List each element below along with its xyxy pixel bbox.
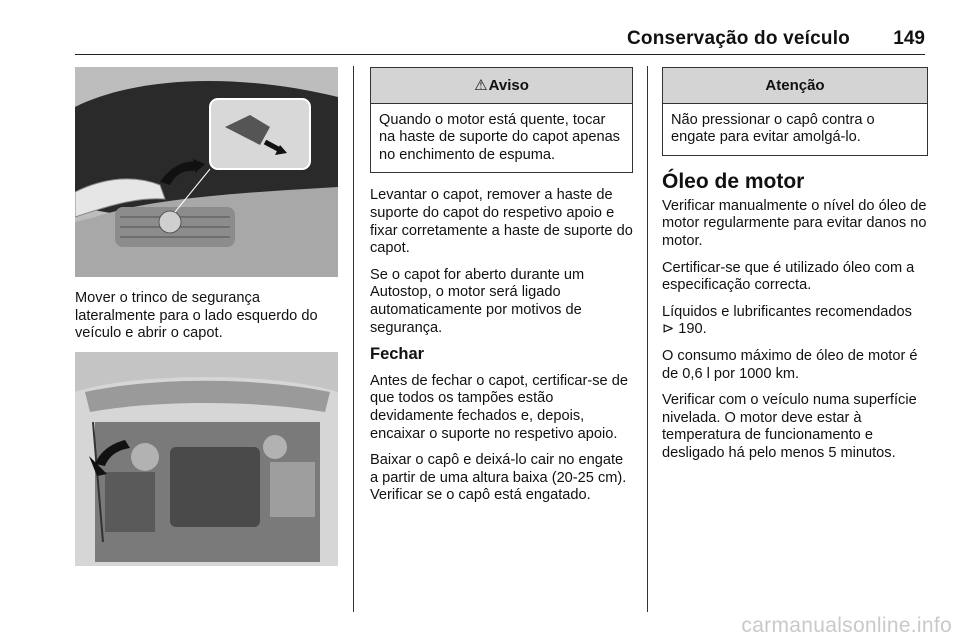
column-2 — [370, 67, 633, 514]
paragraph: O consumo máximo de óleo de motor é de 0,6 l por 1000 km. — [662, 347, 918, 382]
paragraph: Levantar o capot, remover a haste de suporte do capot do respetivo apoio e fixar corretamente a haste de suporte do capot. — [370, 187, 633, 257]
column-3 — [662, 67, 928, 472]
watermark: carmanualsonline.info — [741, 614, 952, 637]
paragraph: Verificar com o veículo numa superfície nivelada. O motor deve estar à temperatura de funcionamento e desligado há pelo menos 5 minutos. — [662, 392, 917, 461]
paragraph: Verificar manualmente o nível do óleo de motor regularmente para evitar danos no motor. — [662, 197, 927, 249]
page-number: 149 — [893, 28, 925, 49]
page-reference-link[interactable]: 190. — [678, 321, 707, 338]
paragraph: Se o capot for aberto durante um Autostop, o motor será ligado automaticamente por motivos de segurança. — [370, 266, 585, 336]
warning-box-body: Quando o motor está quente, tocar na haste de suporte do capot apenas no enchimento de espuma. — [379, 111, 620, 163]
page-reference-icon: ⊳ — [662, 321, 675, 338]
hood-release-caption: Mover o trinco de segurança lateralmente para o lado esquerdo do veículo e abrir o capot. — [75, 290, 318, 342]
section-subheading: Fechar — [370, 345, 425, 364]
reference-text: Líquidos e lubrificantes recomendados — [662, 303, 912, 320]
warning-box — [370, 67, 633, 173]
warning-triangle-icon: ⚠ — [474, 77, 488, 94]
paragraph: Baixar o capô e deixá-lo cair no engate a partir de uma altura baixa (20-25 cm). Verificar se o capô está engatado. — [370, 452, 627, 504]
warning-box-title: Aviso — [488, 77, 529, 94]
hood-release-photo — [75, 67, 338, 277]
paragraph-with-reference — [662, 304, 928, 339]
attention-box-body: Não pressionar o capô contra o engate para evitar amolgá-lo. — [671, 111, 875, 146]
paragraph: Certificar-se que é utilizado óleo com a especificação correcta. — [662, 259, 915, 294]
column-divider — [353, 66, 354, 612]
attention-box-header: Atenção — [663, 68, 927, 104]
attention-box — [662, 67, 928, 156]
column-divider — [647, 66, 648, 612]
engine-bay-photo — [75, 352, 338, 566]
paragraph: Antes de fechar o capot, certificar-se de que todos os tampões estão devidamente fechados e, depois, encaixar o suporte no respetivo apoio. — [370, 372, 628, 442]
page-title: Conservação do veículo — [627, 28, 850, 49]
page-header — [75, 22, 925, 55]
warning-box-header — [371, 68, 632, 104]
section-heading: Óleo de motor — [662, 169, 805, 193]
column-1 — [75, 290, 343, 352]
